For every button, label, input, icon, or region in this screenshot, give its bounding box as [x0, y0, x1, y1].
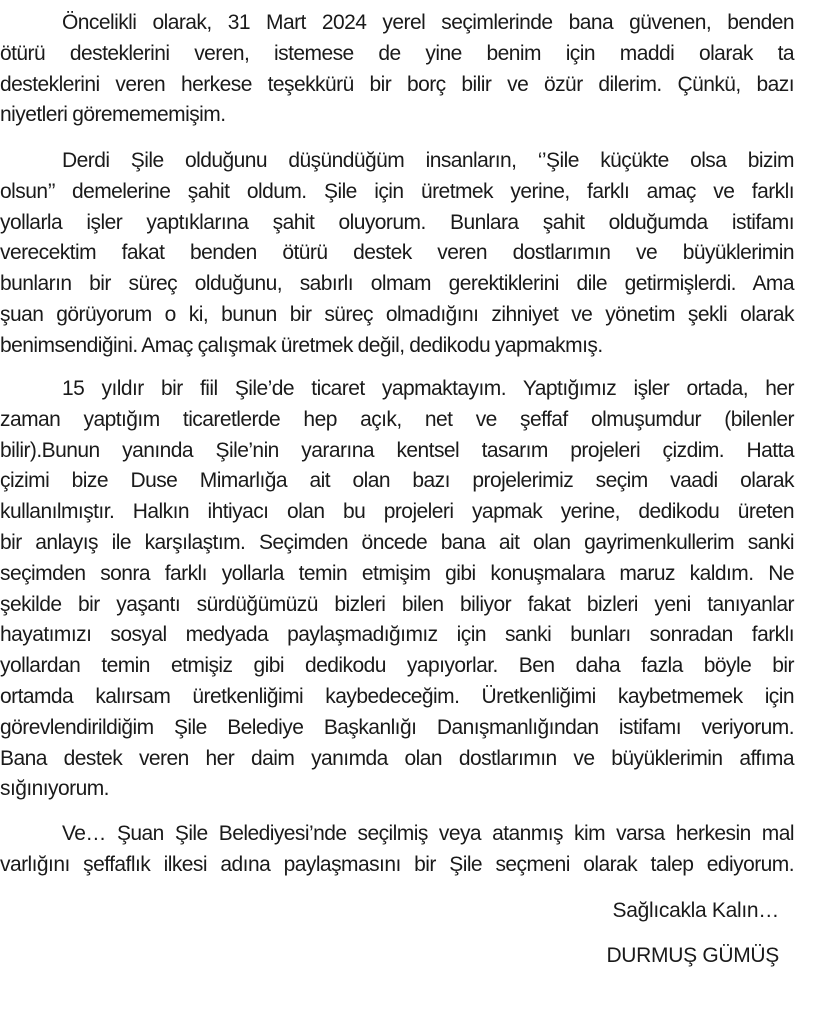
text-line: sığınıyorum. — [0, 777, 109, 801]
text-line: bunların bir süreç olduğunu, sabırlı olmam gerektiklerini dile getirmişlerdi. Ama — [0, 272, 794, 296]
text-line: benimsendiğini. Amaç çalışmak üretmek değil, dedikodu yapmakmış. — [0, 333, 603, 357]
paragraph-gratitude — [0, 8, 794, 131]
paragraph-resignation — [0, 374, 794, 805]
paragraph-witness — [0, 146, 794, 362]
text-line: 15 yıldır bir fiil Şile’de ticaret yapmaktayım. Yaptığımız işler ortada, her — [62, 377, 794, 400]
text-line: şekilde bir yaşantı sürdüğümüzü bizleri bilen biliyor fakat bizleri yeni tanıyanlar — [0, 592, 794, 616]
text-line: yollarla işler yaptıklarına şahit oluyorum. Bunlara şahit olduğumda istifamı — [0, 210, 794, 234]
text-line: ötürü desteklerini veren, istemese de yine benim için maddi olarak ta — [0, 41, 794, 65]
text-line: varlığını şeffaflık ilkesi adına paylaşmasını bir Şile seçmeni olarak talep ediyorum. — [0, 852, 794, 876]
text-line: Öncelikli olarak, 31 Mart 2024 yerel seçimlerinde bana güvenen, benden — [62, 11, 794, 34]
text-line: Derdi Şile olduğunu düşündüğüm insanların, ‘’Şile küçükte olsa bizim — [62, 149, 794, 172]
text-line: bir anlayış ile karşılaştım. Seçimden öncede bana ait olan gayrimenkullerim sanki — [0, 530, 794, 554]
text-line: kullanılmıştır. Halkın ihtiyacı olan bu projeleri yapmak yerine, dedikodu üreten — [0, 500, 794, 524]
text-line: ortamda kalırsam üretkenliğimi kaybedeceğim. Üretkenliğimi kaybetmemek için — [0, 684, 794, 708]
text-line: olsun’’ demelerine şahit oldum. Şile için üretmek yerine, farklı amaç ve farklı — [0, 179, 794, 203]
paragraph-transparency-request — [0, 819, 794, 881]
text-line: desteklerini veren herkese teşekkürü bir borç bilir ve özür dilerim. Çünkü, bazı — [0, 72, 794, 96]
text-line: görevlendirildiğim Şile Belediye Başkanlığı Danışmanlığından istifamı veriyorum. — [0, 715, 794, 739]
text-line: seçimden sonra farklı yollarla temin etmişim gibi konuşmalara maruz kaldım. Ne — [0, 561, 794, 585]
text-line: verecektim fakat benden ötürü destek veren dostlarımın ve büyüklerimin — [0, 241, 794, 265]
text-line: zaman yaptığım ticaretlerde hep açık, net ve şeffaf olmuşumdur (bilenler — [0, 407, 794, 431]
text-line: hayatımızı sosyal medyada paylaşmadığımız için sanki bunları sonradan farklı — [0, 623, 794, 647]
text-line: yollardan temin etmişiz gibi dedikodu yapıyorlar. Ben daha fazla böyle bir — [0, 654, 794, 678]
closing-greeting: Sağlıcakla Kalın… — [612, 899, 779, 922]
text-line: çizimi bize Duse Mimarlığa ait olan bazı projelerimiz seçim vaadi olarak — [0, 469, 794, 493]
text-line: şuan görüyorum o ki, bunun bir süreç olmadığını zihniyet ve yönetim şekli olarak — [0, 302, 794, 326]
text-line: Ve… Şuan Şile Belediyesi’nde seçilmiş veya atanmış kim varsa herkesin mal — [62, 822, 794, 845]
signature-name: DURMUŞ GÜMÜŞ — [606, 944, 779, 967]
text-line: niyetleri göremememişim. — [0, 103, 226, 127]
text-line: bilir).Bunun yanında Şile’nin yararına kentsel tasarım projeleri çizdim. Hatta — [0, 438, 794, 462]
text-line: Bana destek veren her daim yanımda olan dostlarımın ve büyüklerimin affıma — [0, 746, 794, 770]
